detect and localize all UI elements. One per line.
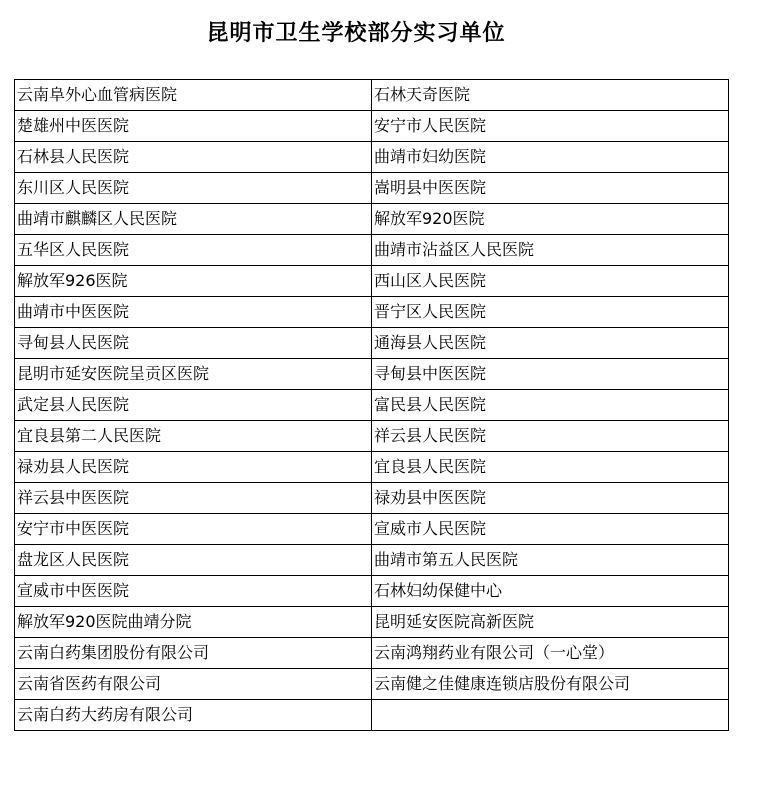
table-row bbox=[15, 235, 729, 266]
unit-name-right: 云南健之佳健康连锁店股份有限公司 bbox=[372, 669, 729, 700]
unit-name-left: 安宁市中医医院 bbox=[15, 514, 372, 545]
page-title: 昆明市卫生学校部分实习单位 bbox=[206, 21, 506, 46]
unit-name-right: 祥云县人民医院 bbox=[372, 421, 729, 452]
unit-name-right: 云南鸿翔药业有限公司（一心堂） bbox=[372, 638, 729, 669]
unit-name-left: 禄劝县人民医院 bbox=[15, 452, 372, 483]
table-row bbox=[15, 204, 729, 235]
unit-name-left: 宣威市中医医院 bbox=[15, 576, 372, 607]
unit-name-right: 宣威市人民医院 bbox=[372, 514, 729, 545]
table-row bbox=[15, 297, 729, 328]
unit-name-right: 曲靖市第五人民医院 bbox=[372, 545, 729, 576]
unit-name-right bbox=[372, 700, 729, 731]
table-row bbox=[15, 669, 729, 700]
unit-name-right: 石林妇幼保健中心 bbox=[372, 576, 729, 607]
unit-name-right: 禄劝县中医医院 bbox=[372, 483, 729, 514]
table-row bbox=[15, 359, 729, 390]
unit-name-right: 昆明延安医院高新医院 bbox=[372, 607, 729, 638]
unit-name-right: 晋宁区人民医院 bbox=[372, 297, 729, 328]
unit-name-left: 云南白药集团股份有限公司 bbox=[15, 638, 372, 669]
unit-name-left: 昆明市延安医院呈贡区医院 bbox=[15, 359, 372, 390]
table-row bbox=[15, 700, 729, 731]
unit-name-right: 宜良县人民医院 bbox=[372, 452, 729, 483]
table-row bbox=[15, 483, 729, 514]
table-row bbox=[15, 111, 729, 142]
table-row bbox=[15, 421, 729, 452]
unit-name-left: 武定县人民医院 bbox=[15, 390, 372, 421]
unit-name-left: 盘龙区人民医院 bbox=[15, 545, 372, 576]
unit-name-left: 解放军926医院 bbox=[15, 266, 372, 297]
unit-name-right: 寻甸县中医医院 bbox=[372, 359, 729, 390]
unit-name-left: 楚雄州中医医院 bbox=[15, 111, 372, 142]
unit-name-left: 云南阜外心血管病医院 bbox=[15, 80, 372, 111]
unit-name-left: 祥云县中医医院 bbox=[15, 483, 372, 514]
unit-name-right: 嵩明县中医医院 bbox=[372, 173, 729, 204]
internship-units-table bbox=[14, 79, 729, 731]
table-row bbox=[15, 142, 729, 173]
unit-name-right: 通海县人民医院 bbox=[372, 328, 729, 359]
table-row bbox=[15, 328, 729, 359]
table-row bbox=[15, 514, 729, 545]
table-row bbox=[15, 80, 729, 111]
table-row bbox=[15, 638, 729, 669]
unit-name-left: 曲靖市中医医院 bbox=[15, 297, 372, 328]
unit-name-left: 云南白药大药房有限公司 bbox=[15, 700, 372, 731]
table-row bbox=[15, 173, 729, 204]
unit-name-left: 云南省医药有限公司 bbox=[15, 669, 372, 700]
unit-name-right: 曲靖市妇幼医院 bbox=[372, 142, 729, 173]
unit-name-left: 五华区人民医院 bbox=[15, 235, 372, 266]
table-row bbox=[15, 266, 729, 297]
unit-name-left: 寻甸县人民医院 bbox=[15, 328, 372, 359]
table-body bbox=[15, 80, 729, 731]
table-row bbox=[15, 390, 729, 421]
unit-name-left: 石林县人民医院 bbox=[15, 142, 372, 173]
internship-units-table-container bbox=[14, 79, 729, 731]
unit-name-left: 宜良县第二人民医院 bbox=[15, 421, 372, 452]
unit-name-left: 曲靖市麒麟区人民医院 bbox=[15, 204, 372, 235]
table-row bbox=[15, 576, 729, 607]
unit-name-right: 解放军920医院 bbox=[372, 204, 729, 235]
unit-name-right: 西山区人民医院 bbox=[372, 266, 729, 297]
table-row bbox=[15, 607, 729, 638]
table-row bbox=[15, 452, 729, 483]
table-row bbox=[15, 545, 729, 576]
unit-name-left: 解放军920医院曲靖分院 bbox=[15, 607, 372, 638]
unit-name-right: 石林天奇医院 bbox=[372, 80, 729, 111]
unit-name-right: 富民县人民医院 bbox=[372, 390, 729, 421]
unit-name-right: 安宁市人民医院 bbox=[372, 111, 729, 142]
unit-name-left: 东川区人民医院 bbox=[15, 173, 372, 204]
unit-name-right: 曲靖市沾益区人民医院 bbox=[372, 235, 729, 266]
